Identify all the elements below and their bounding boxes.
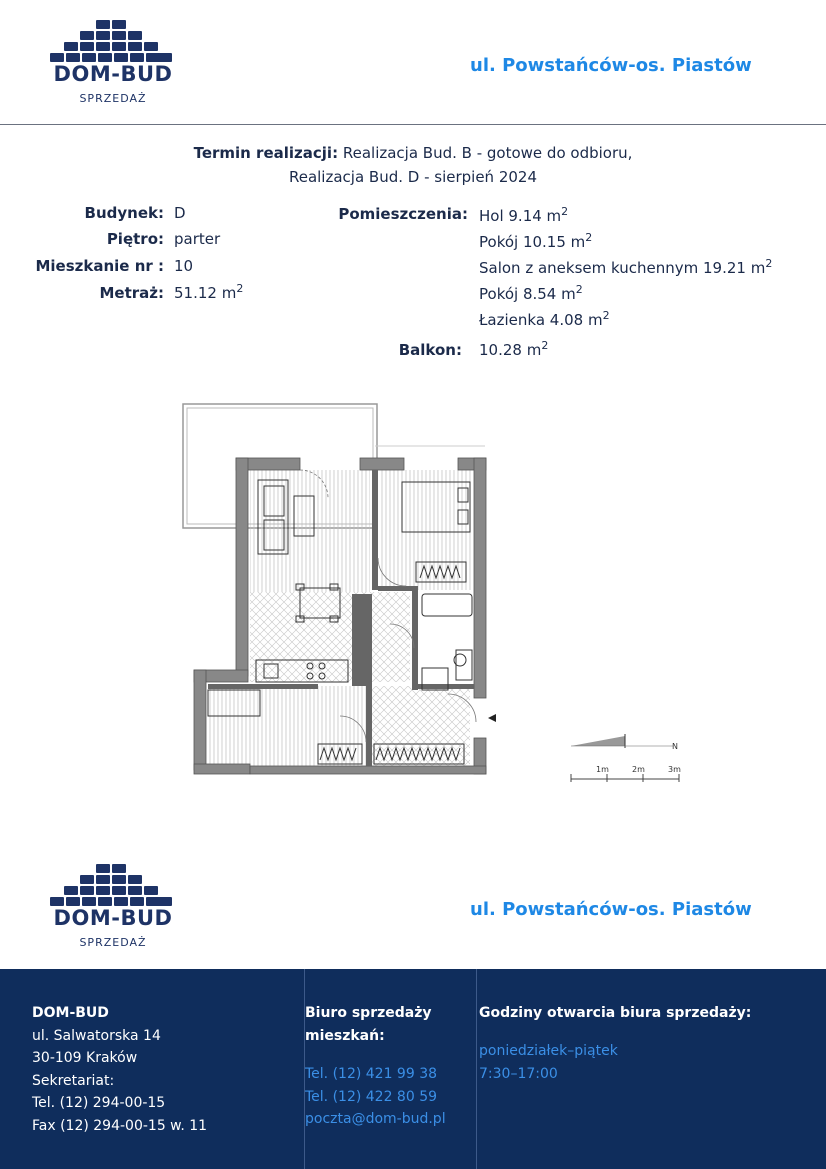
brick-logo-icon xyxy=(50,18,172,68)
footer-sales-contacts xyxy=(305,1063,446,1131)
company-address-2: 30-109 Kraków xyxy=(32,1050,138,1066)
budynek-value: D xyxy=(174,204,186,222)
balkon-value: 10.28 $m^2$ xyxy=(479,339,549,359)
scale-1m: 1m xyxy=(596,765,609,774)
termin-label: Termin realizacji: xyxy=(193,144,339,162)
termin-line-1 xyxy=(0,141,826,165)
sales-tel-1[interactable]: Tel. (12) 421 99 38 xyxy=(305,1066,438,1082)
metraz-label: Metraż: xyxy=(99,284,164,302)
salon-floor xyxy=(250,470,370,592)
company-tel[interactable]: Tel. (12) 294-00-15 xyxy=(32,1095,166,1111)
street-heading-footer: ul. Powstańców-os. Piastów xyxy=(470,899,752,920)
hours-days: poniedziałek–piątek xyxy=(479,1043,618,1059)
room-2: Salon z aneksem kuchennym 19.21 $m^2$ xyxy=(479,257,773,277)
logo-name: DOM-BUD xyxy=(53,906,173,930)
floor-plan xyxy=(180,398,510,788)
sales-title-2: mieszkań: xyxy=(305,1027,385,1044)
mieszkanie-label: Mieszkanie nr : xyxy=(35,257,164,275)
header-divider xyxy=(0,124,826,125)
metraz-value: 51.12 $m^2$ xyxy=(174,282,244,302)
room-0: Hol 9.14 $m^2$ xyxy=(479,205,569,225)
room-4: Łazienka 4.08 $m^2$ xyxy=(479,309,610,329)
logo-subtitle: SPRZEDAŻ xyxy=(79,92,147,105)
room-small-floor xyxy=(208,686,368,766)
mieszkanie-value: 10 xyxy=(174,257,194,275)
footer-col-company xyxy=(32,1002,207,1137)
hall-floor xyxy=(250,592,410,682)
footer-col-sales xyxy=(305,1002,431,1047)
scale-3m: 3m xyxy=(668,765,681,774)
logo-name: DOM-BUD xyxy=(53,62,173,86)
north-label: N xyxy=(672,742,678,751)
hours-time: 7:30–17:00 xyxy=(479,1065,558,1082)
room-3: Pokój 8.54 $m^2$ xyxy=(479,283,583,303)
room-1: Pokój 10.15 $m^2$ xyxy=(479,231,593,251)
budynek-label: Budynek: xyxy=(84,204,164,222)
footer-divider-2 xyxy=(476,969,477,1169)
company-fax: Fax (12) 294-00-15 w. 11 xyxy=(32,1117,208,1134)
scale-bar xyxy=(565,730,685,786)
company-name: DOM-BUD xyxy=(32,1005,109,1021)
termin-text-1: Realizacja Bud. B - gotowe do odbioru, xyxy=(342,144,633,162)
company-address-1: ul. Salwatorska 14 xyxy=(32,1027,161,1044)
footer-hours xyxy=(479,1040,618,1085)
footer-col-hours xyxy=(479,1002,751,1025)
termin-text-2: Realizacja Bud. D - sierpień 2024 xyxy=(288,168,538,186)
sales-email-link[interactable]: poczta@dom-bud.pl xyxy=(305,1111,446,1127)
bathtub xyxy=(422,594,472,616)
street-heading: ul. Powstańców-os. Piastów xyxy=(470,55,752,76)
hall-lower-floor xyxy=(370,686,470,766)
footer xyxy=(0,969,826,1169)
hours-title: Godziny otwarcia biura sprzedaży: xyxy=(479,1005,752,1021)
sales-tel-2[interactable]: Tel. (12) 422 80 59 xyxy=(305,1088,438,1105)
logo-subtitle: SPRZEDAŻ xyxy=(79,936,147,949)
sales-title-1: Biuro sprzedaży xyxy=(305,1005,432,1021)
sekretariat-label: Sekretariat: xyxy=(32,1072,115,1089)
scale-2m: 2m xyxy=(632,765,645,774)
pietro-value: parter xyxy=(174,230,221,248)
pietro-label: Piętro: xyxy=(106,230,164,248)
pomieszczenia-label: Pomieszczenia: xyxy=(338,205,468,223)
balkon-label: Balkon: xyxy=(398,341,462,359)
brick-logo-icon xyxy=(50,862,172,912)
entrance-arrow-icon xyxy=(488,714,496,722)
